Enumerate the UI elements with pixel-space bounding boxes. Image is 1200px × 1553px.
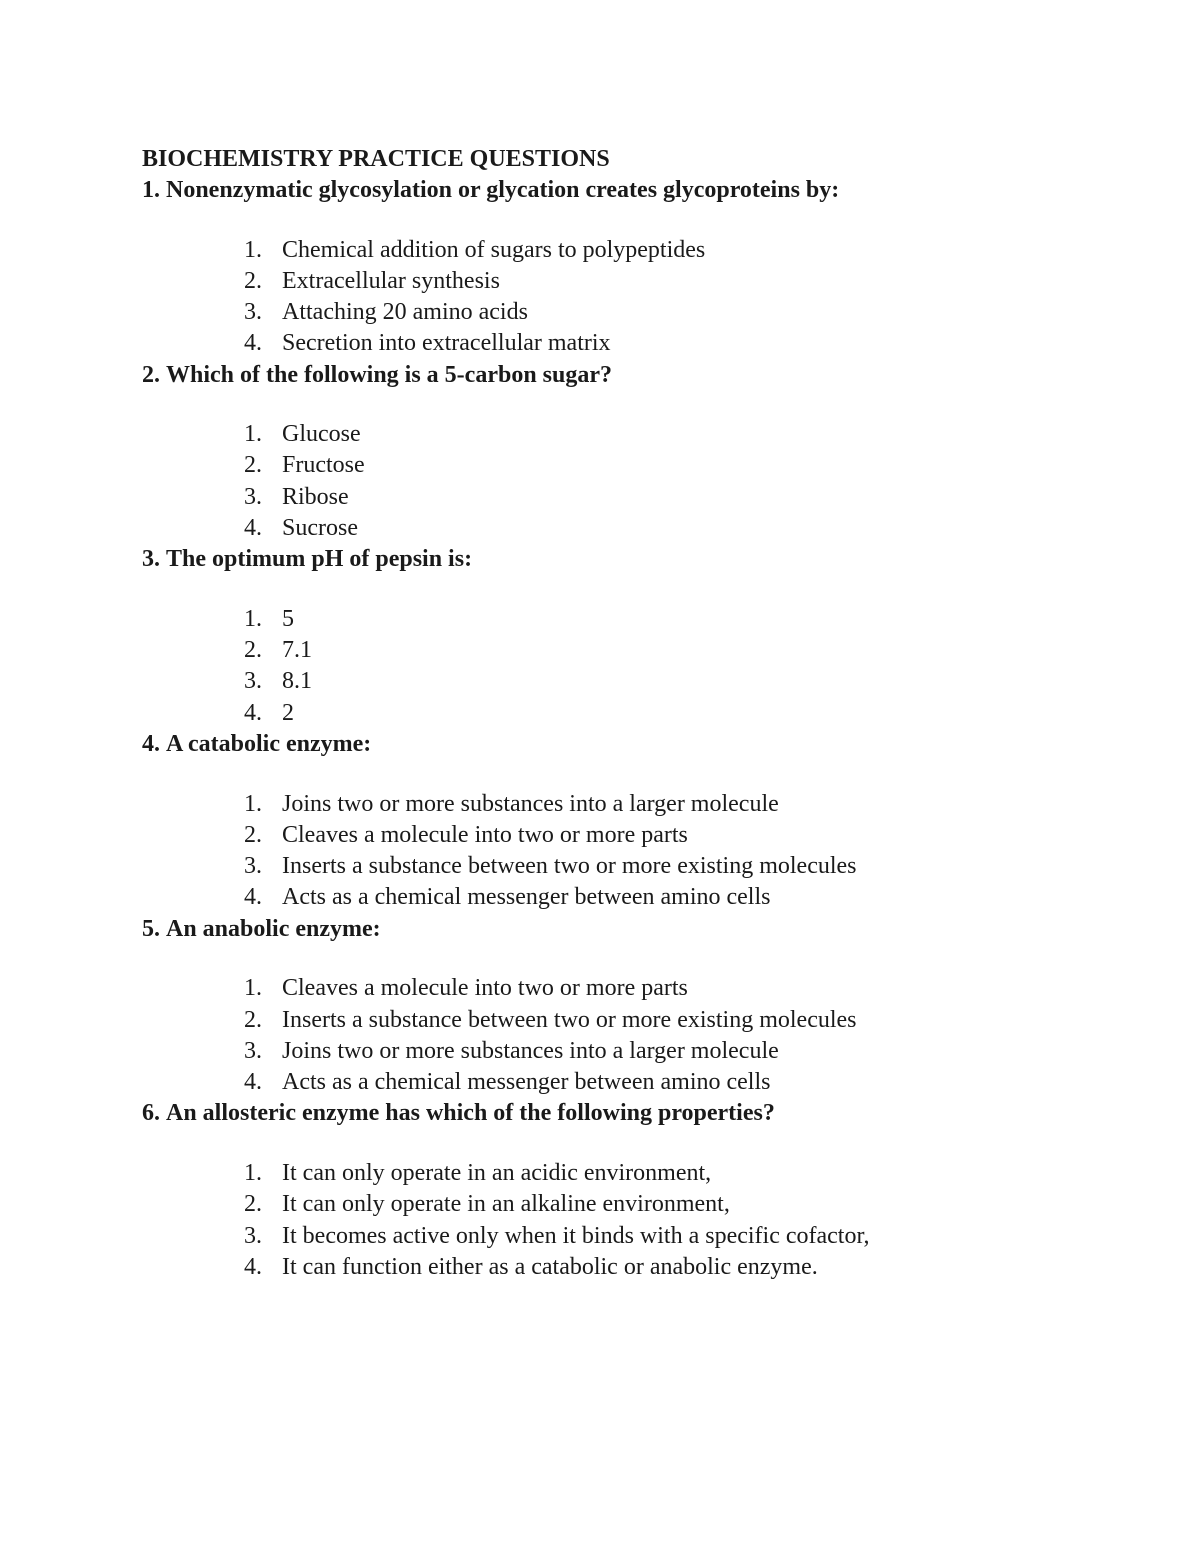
answer-option bbox=[142, 482, 1102, 513]
answer-options bbox=[142, 1130, 1102, 1283]
question-number: 6. bbox=[142, 1100, 160, 1127]
option-number: 1. bbox=[244, 790, 262, 817]
answer-option bbox=[142, 789, 1102, 820]
answer-options bbox=[142, 576, 1102, 729]
question-text bbox=[142, 544, 1102, 576]
option-number: 3. bbox=[244, 668, 262, 695]
answer-option bbox=[142, 1067, 1102, 1098]
option-text: Attaching 20 amino acids bbox=[282, 299, 528, 326]
answer-option bbox=[142, 635, 1102, 666]
option-number: 3. bbox=[244, 483, 262, 510]
answer-option bbox=[142, 1005, 1102, 1036]
question-2 bbox=[142, 360, 1102, 545]
answer-option bbox=[142, 450, 1102, 481]
option-number: 3. bbox=[244, 1222, 262, 1249]
answer-options bbox=[142, 391, 1102, 544]
answer-option bbox=[142, 851, 1102, 882]
option-number: 1. bbox=[244, 1159, 262, 1186]
document-title: BIOCHEMISTRY PRACTICE QUESTIONS bbox=[142, 146, 610, 172]
answer-options bbox=[142, 945, 1102, 1098]
option-number: 4. bbox=[244, 699, 262, 726]
option-text: Cleaves a molecule into two or more parts bbox=[282, 821, 688, 848]
question-prompt: An allosteric enzyme has which of the following properties? bbox=[166, 1100, 775, 1127]
option-number: 4. bbox=[244, 884, 262, 911]
option-number: 2. bbox=[244, 452, 262, 479]
option-text: Acts as a chemical messenger between amino cells bbox=[282, 1069, 771, 1096]
question-number: 5. bbox=[142, 915, 160, 942]
option-text: Ribose bbox=[282, 483, 349, 510]
option-text: Inserts a substance between two or more existing molecules bbox=[282, 1006, 857, 1033]
option-text: Fructose bbox=[282, 452, 365, 479]
option-text: Chemical addition of sugars to polypeptides bbox=[282, 236, 706, 263]
option-number: 1. bbox=[244, 605, 262, 632]
answer-option bbox=[142, 235, 1102, 266]
question-prompt: A catabolic enzyme: bbox=[166, 731, 372, 758]
question-text bbox=[142, 914, 1102, 946]
question-1 bbox=[142, 175, 1102, 360]
option-text: It can only operate in an acidic environment, bbox=[282, 1159, 712, 1186]
answer-option bbox=[142, 266, 1102, 297]
answer-option bbox=[142, 1189, 1102, 1220]
question-number: 4. bbox=[142, 731, 160, 758]
option-number: 4. bbox=[244, 515, 262, 542]
option-text: Extracellular synthesis bbox=[282, 267, 500, 294]
option-text: Glucose bbox=[282, 421, 361, 448]
option-text: It can only operate in an alkaline environment, bbox=[282, 1191, 730, 1218]
option-number: 4. bbox=[244, 1253, 262, 1280]
answer-option bbox=[142, 698, 1102, 729]
question-prompt: An anabolic enzyme: bbox=[166, 915, 381, 942]
option-number: 1. bbox=[244, 421, 262, 448]
option-number: 1. bbox=[244, 975, 262, 1002]
option-number: 2. bbox=[244, 821, 262, 848]
answer-options bbox=[142, 761, 1102, 914]
answer-option bbox=[142, 666, 1102, 697]
answer-option bbox=[142, 297, 1102, 328]
answer-option bbox=[142, 973, 1102, 1004]
document-body bbox=[142, 143, 1102, 1283]
option-text: Sucrose bbox=[282, 515, 358, 542]
question-prompt: The optimum pH of pepsin is: bbox=[166, 546, 473, 573]
question-prompt: Nonenzymatic glycosylation or glycation creates glycoproteins by: bbox=[166, 177, 840, 203]
option-number: 4. bbox=[244, 1069, 262, 1096]
option-text: 8.1 bbox=[282, 668, 312, 695]
question-number: 1. bbox=[142, 177, 160, 203]
answer-option bbox=[142, 604, 1102, 635]
option-number: 2. bbox=[244, 1006, 262, 1033]
question-text bbox=[142, 729, 1102, 761]
option-text: Joins two or more substances into a larger molecule bbox=[282, 1037, 779, 1064]
option-number: 1. bbox=[244, 236, 262, 263]
answer-option bbox=[142, 1158, 1102, 1189]
option-text: Secretion into extracellular matrix bbox=[282, 330, 611, 357]
option-text: Inserts a substance between two or more existing molecules bbox=[282, 853, 857, 880]
option-text: 5 bbox=[282, 605, 294, 632]
option-number: 2. bbox=[244, 637, 262, 664]
question-4 bbox=[142, 729, 1102, 914]
answer-options bbox=[142, 207, 1102, 360]
option-number: 2. bbox=[244, 267, 262, 294]
option-text: 2 bbox=[282, 699, 294, 726]
question-text bbox=[142, 175, 1102, 207]
answer-option bbox=[142, 1221, 1102, 1252]
option-text: 7.1 bbox=[282, 637, 312, 664]
option-number: 3. bbox=[244, 853, 262, 880]
answer-option bbox=[142, 513, 1102, 544]
question-number: 2. bbox=[142, 361, 160, 388]
option-text: It becomes active only when it binds with a specific cofactor, bbox=[282, 1222, 870, 1249]
question-5 bbox=[142, 914, 1102, 1099]
option-text: Cleaves a molecule into two or more parts bbox=[282, 975, 688, 1002]
option-text: Acts as a chemical messenger between amino cells bbox=[282, 884, 771, 911]
option-number: 4. bbox=[244, 330, 262, 357]
question-list bbox=[142, 175, 1102, 1283]
answer-option bbox=[142, 328, 1102, 359]
option-number: 3. bbox=[244, 1037, 262, 1064]
answer-option bbox=[142, 882, 1102, 913]
question-3 bbox=[142, 544, 1102, 729]
option-number: 2. bbox=[244, 1191, 262, 1218]
question-6 bbox=[142, 1098, 1102, 1283]
question-text bbox=[142, 1098, 1102, 1130]
answer-option bbox=[142, 1036, 1102, 1067]
question-number: 3. bbox=[142, 546, 160, 573]
answer-option bbox=[142, 419, 1102, 450]
question-text bbox=[142, 360, 1102, 392]
option-text: Joins two or more substances into a larger molecule bbox=[282, 790, 779, 817]
answer-option bbox=[142, 1252, 1102, 1283]
question-prompt: Which of the following is a 5-carbon sugar? bbox=[166, 361, 613, 388]
answer-option bbox=[142, 820, 1102, 851]
option-text: It can function either as a catabolic or anabolic enzyme. bbox=[282, 1253, 818, 1280]
option-number: 3. bbox=[244, 299, 262, 326]
